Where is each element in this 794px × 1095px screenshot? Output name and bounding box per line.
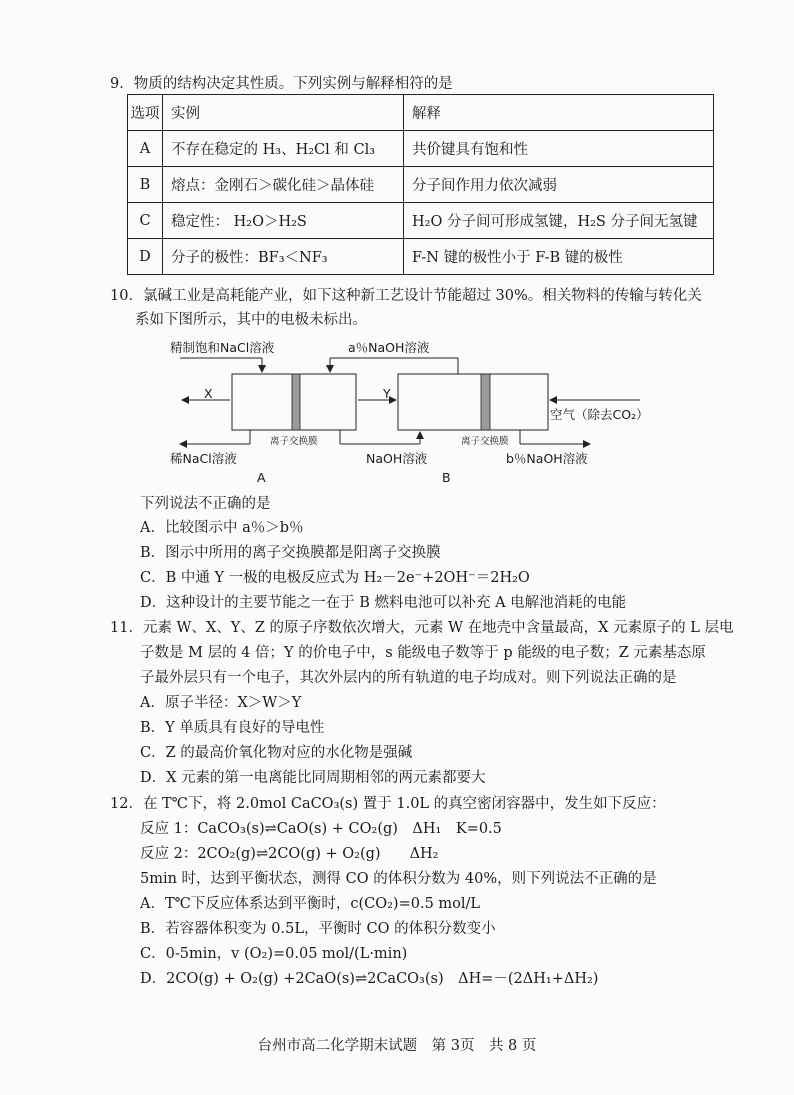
table-cell: C <box>128 203 163 239</box>
label-brine: 精制饱和NaCl溶液 <box>170 340 275 355</box>
table-row <box>128 131 714 167</box>
label-x: X <box>204 386 213 401</box>
q12-option-a: A．T℃下反应体系达到平衡时，c(CO₂)=0.5 mol/L <box>140 896 481 912</box>
label-dilute-nacl: 稀NaCl溶液 <box>170 451 237 466</box>
q12-option-d: D．2CO(g) + O₂(g) +2CaO(s)⇌2CaCO₃(s) ΔH=－(2ΔH₁+ΔH₂) <box>140 971 599 987</box>
label-membrane-b: 离子交换膜 <box>461 436 509 447</box>
table-cell: 熔点：金刚石＞碳化硅＞晶体硅 <box>163 167 404 203</box>
q11-stem-line3: 子最外层只有一个电子，其次外层内的所有轨道的电子均成对。则下列说法正确的是 <box>140 670 677 686</box>
q12-option-c: C．0-5min，v (O₂)=0.05 mol/(L·min) <box>140 946 408 962</box>
table-header-row <box>128 95 714 131</box>
label-air: 空气（除去CO₂） <box>550 407 649 422</box>
table-cell: A <box>128 131 163 167</box>
table-row <box>128 203 714 239</box>
q10-option-a: A．比较图示中 a％＞b％ <box>140 520 304 536</box>
table-cell: H₂O 分子间可形成氢键，H₂S 分子间无氢键 <box>404 203 714 239</box>
cell-b-box <box>398 374 548 430</box>
table-row <box>128 239 714 275</box>
q11-option-d: D．X 元素的第一电离能比同周期相邻的两元素都要大 <box>140 770 486 786</box>
q12-stem: 12．在 T℃下，将 2.0mol CaCO₃(s) 置于 1.0L 的真空密闭容器中，发生如下反应： <box>110 796 666 812</box>
label-naoh-a: a％NaOH溶液 <box>348 340 430 355</box>
table-cell: F-N 键的极性小于 F-B 键的极性 <box>404 239 714 275</box>
q10-stem-line2: 系如下图所示，其中的电极未标出。 <box>135 312 367 328</box>
electrolysis-diagram <box>170 336 649 486</box>
q10-option-d: D．这种设计的主要节能之一在于 B 燃料电池可以补充 A 电解池消耗的电能 <box>140 595 627 611</box>
table-cell: 分子间作用力依次减弱 <box>404 167 714 203</box>
q12-reaction-1: 反应 1：CaCO₃(s)⇌CaO(s) + CO₂(g) ΔH₁ K=0.5 <box>140 821 502 837</box>
q11-option-c: C．Z 的最高价氧化物对应的水化物是强碱 <box>140 745 413 761</box>
q10-question: 下列说法不正确的是 <box>140 496 271 512</box>
table-cell: B <box>128 167 163 203</box>
table-header-cell: 选项 <box>128 95 163 131</box>
membrane-b <box>481 374 490 430</box>
membrane-a <box>292 374 300 430</box>
table-header-cell: 实例 <box>163 95 404 131</box>
table-cell: 稳定性： H₂O＞H₂S <box>163 203 404 239</box>
q12-option-b: B．若容器体积变为 0.5L，平衡时 CO 的体积分数变小 <box>140 921 496 937</box>
q11-option-b: B．Y 单质具有良好的导电性 <box>140 720 325 736</box>
table-cell: D <box>128 239 163 275</box>
table-cell: 共价键具有饱和性 <box>404 131 714 167</box>
table-header-cell: 解释 <box>404 95 714 131</box>
page-footer: 台州市高二化学期末试题 第 3页 共 8 页 <box>257 1038 537 1054</box>
q9-table <box>127 94 714 275</box>
label-naoh-b: b％NaOH溶液 <box>506 451 588 466</box>
label-naoh: NaOH溶液 <box>366 451 428 466</box>
q12-reaction-2: 反应 2：2CO₂(g)⇌2CO(g) + O₂(g) ΔH₂ <box>140 846 439 862</box>
q9-stem: 9．物质的结构决定其性质。下列实例与解释相符的是 <box>110 76 453 92</box>
q10-stem-line1: 10．氯碱工业是高耗能产业，如下这种新工艺设计节能超过 30%。相关物料的传输与转化关 <box>110 288 702 304</box>
q10-option-b: B．图示中所用的离子交换膜都是阳离子交换膜 <box>140 545 441 561</box>
q12-condition: 5min 时，达到平衡状态，测得 CO 的体积分数为 40%，则下列说法不正确的是 <box>140 871 657 887</box>
label-cell-b: B <box>442 470 451 485</box>
label-y: Y <box>383 386 391 401</box>
table-cell: 分子的极性：BF₃＜NF₃ <box>163 239 404 275</box>
q10-option-c: C．B 中通 Y 一极的电极反应式为 H₂－2e⁻+2OH⁻＝2H₂O <box>140 570 530 586</box>
table-cell: 不存在稳定的 H₃、H₂Cl 和 Cl₃ <box>163 131 404 167</box>
q11-stem-line2: 子数是 M 层的 4 倍；Y 的价电子中，s 能级电子数等于 p 能级的电子数；Z 元素基态原 <box>140 645 706 661</box>
label-membrane-a: 离子交换膜 <box>270 436 318 447</box>
table-row <box>128 167 714 203</box>
q11-stem-line1: 11．元素 W、X、Y、Z 的原子序数依次增大，元素 W 在地壳中含量最高，X 元素原子的 L 层电 <box>110 620 734 636</box>
label-cell-a: A <box>257 470 266 485</box>
q11-option-a: A．原子半径：X＞W＞Y <box>140 695 302 711</box>
